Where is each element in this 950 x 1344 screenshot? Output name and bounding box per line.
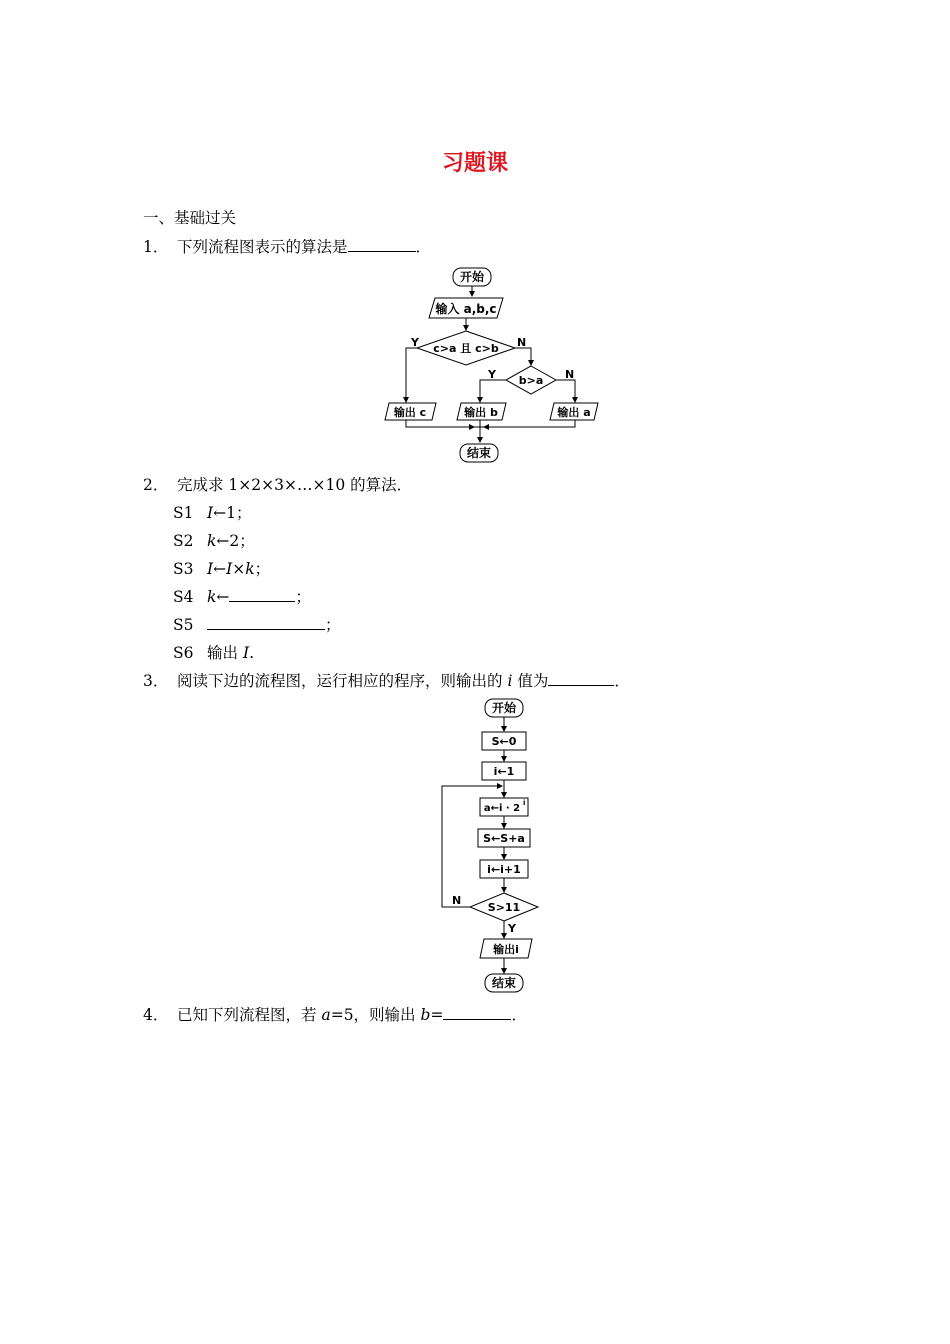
step-s3 [173, 557, 270, 579]
step-text: × [232, 560, 246, 578]
step-label: S2 [173, 532, 194, 550]
answer-blank [443, 1005, 511, 1020]
variable: i [507, 672, 513, 690]
output-b-label: 输出 b [464, 406, 498, 419]
sum-label: S←S+a [483, 832, 525, 845]
start-label: 开始 [491, 701, 517, 715]
step-text: 输出 [207, 644, 239, 662]
answer-blank [229, 587, 295, 602]
question-text: 阅读下边的流程图，运行相应的程序，则输出的 [177, 672, 503, 690]
s0-label: S←0 [491, 735, 517, 748]
step-text: ； [254, 560, 271, 578]
question-text: = [430, 1006, 444, 1024]
variable: I [242, 644, 250, 662]
start-label: 开始 [459, 270, 485, 284]
answer-blank [548, 671, 614, 686]
step-text: ← [216, 588, 230, 606]
step-label: S4 [173, 588, 194, 606]
step-s4 [173, 585, 311, 607]
flowchart-2 [430, 694, 550, 996]
question-2 [143, 473, 412, 495]
cond1-label: c>a 且 c>b [433, 342, 499, 355]
n-label: N [452, 894, 462, 907]
punctuation: ． [511, 1006, 527, 1024]
variable: a [321, 1006, 331, 1024]
step-text: ←1； [213, 504, 252, 522]
step-s5 [173, 613, 341, 635]
input-label: 输入 a,b,c [435, 302, 497, 316]
step-text: ； [325, 616, 341, 634]
page-title: 习题课 [441, 151, 508, 176]
question-1 [143, 235, 431, 257]
step-label: S3 [173, 560, 194, 578]
step-s1 [173, 501, 251, 523]
step-text: ← [213, 560, 227, 578]
question-text: =5，则输出 [330, 1006, 416, 1024]
variable: k [207, 532, 217, 550]
end-label: 结束 [466, 446, 492, 460]
question-number: 2． [143, 476, 169, 494]
cond2-label: b>a [518, 374, 544, 387]
inc-label: i←i+1 [487, 863, 521, 876]
output-a-label: 输出 a [557, 406, 591, 419]
cond-label: S>11 [487, 901, 521, 914]
question-text: 已知下列流程图，若 [177, 1006, 317, 1024]
flowchart-1 [370, 262, 610, 468]
question-number: 4． [143, 1006, 169, 1024]
step-s2 [173, 529, 255, 551]
variable: I [207, 504, 214, 522]
variable: k [207, 588, 217, 606]
output-label: 输出i [493, 943, 519, 956]
y-label: Y [488, 368, 496, 381]
question-text: 值为 [517, 672, 549, 690]
n-label: N [517, 336, 527, 349]
y-label: Y [411, 336, 419, 349]
variable: I [207, 560, 214, 578]
question-number: 3． [143, 672, 169, 690]
step-text: . [249, 644, 255, 662]
step-label: S1 [173, 504, 194, 522]
section-heading: 一、基础过关 [143, 209, 237, 227]
answer-blank [207, 615, 325, 630]
variable: b [420, 1006, 431, 1024]
n-label: N [565, 368, 575, 381]
answer-blank [348, 237, 416, 252]
variable: I [226, 560, 233, 578]
step-s6 [173, 641, 254, 663]
y-label: Y [508, 922, 516, 935]
variable: k [245, 560, 255, 578]
a-superscript: i [523, 799, 526, 807]
question-4 [143, 1003, 527, 1025]
a-label: a←i · 2 [483, 803, 521, 814]
step-text: ←2； [216, 532, 255, 550]
i1-label: i←1 [493, 765, 515, 778]
end-label: 结束 [491, 976, 517, 990]
question-3 [143, 669, 630, 691]
question-number: 1． [143, 238, 169, 256]
step-label: S5 [173, 616, 194, 634]
output-c-label: 输出 c [393, 406, 427, 419]
question-text: 完成求 1×2×3×…×10 的算法． [177, 476, 413, 494]
question-text: 下列流程图表示的算法是 [177, 238, 348, 256]
step-label: S6 [173, 644, 194, 662]
step-text: ； [295, 588, 311, 606]
punctuation: ． [415, 238, 432, 256]
punctuation: ． [614, 672, 630, 690]
